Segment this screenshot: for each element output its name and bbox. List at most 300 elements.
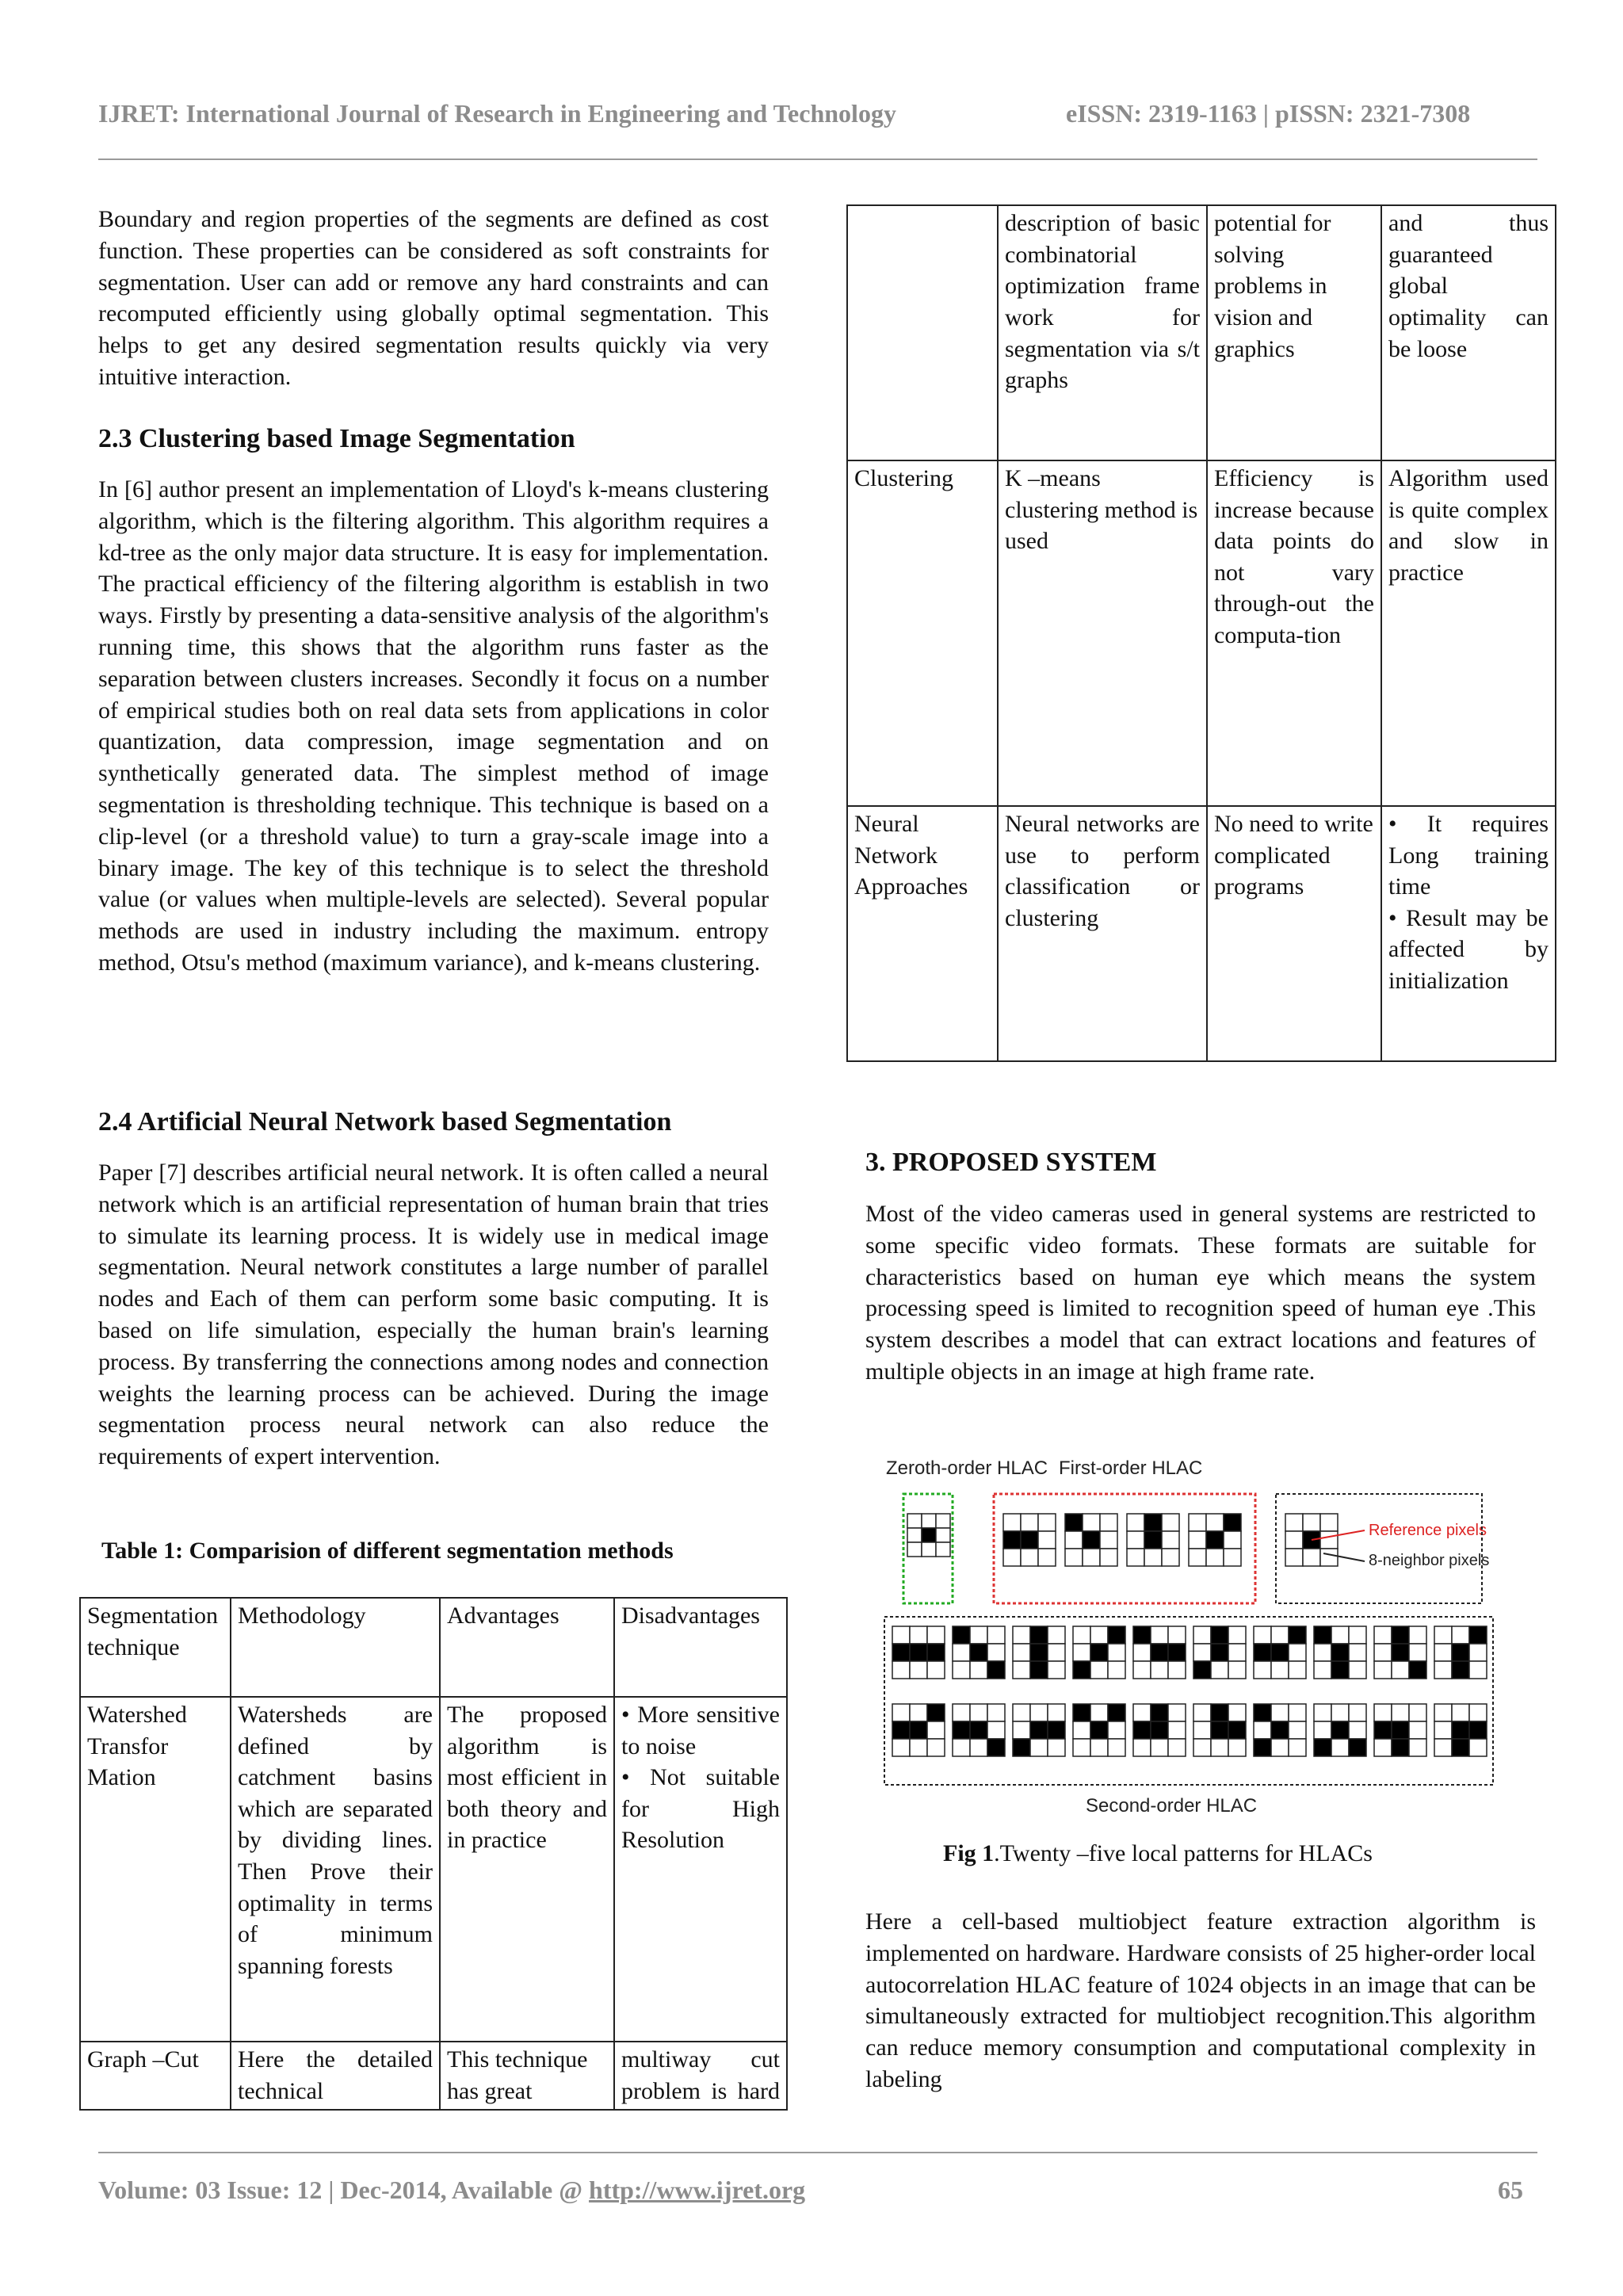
method-text-continued	[1005, 208, 1200, 458]
pattern-cell	[1038, 1549, 1056, 1566]
pattern-cell	[1434, 1721, 1452, 1739]
pattern-cell	[1073, 1739, 1090, 1756]
pattern-cell	[1048, 1721, 1065, 1739]
advantages-cell: No need to write complicated programs	[1207, 806, 1381, 1061]
pattern-cell	[1127, 1514, 1144, 1531]
pattern-cell	[1392, 1626, 1409, 1644]
pattern-cell	[1083, 1514, 1100, 1531]
pattern-cell	[1254, 1661, 1271, 1679]
method-text: Here the detailed technical	[238, 2046, 433, 2104]
pattern-cell	[1168, 1721, 1186, 1739]
pattern-cell	[910, 1739, 927, 1756]
disadvantages-text: and thus guaranteed global optimality can be loose	[1388, 210, 1549, 362]
pattern-cell	[1083, 1531, 1100, 1549]
advantages-cell: Efficiency is increase because data points do not vary through-out the computa-tion	[1207, 460, 1381, 806]
pattern-cell	[1271, 1644, 1289, 1661]
disadvantages-cell	[614, 2042, 787, 2110]
pattern-cell	[1151, 1704, 1168, 1721]
pattern-cell	[1108, 1704, 1125, 1721]
pattern-cell	[1331, 1626, 1349, 1644]
pattern-cell	[1409, 1626, 1426, 1644]
pattern-cell	[1392, 1721, 1409, 1739]
method-cell: Watersheds are defined by catchment basins which are separated by dividing lines. Then Prove their optimality in terms of minimum spanning forests	[231, 1697, 440, 2042]
pattern-cell	[1320, 1549, 1338, 1566]
pattern-cell	[1193, 1721, 1211, 1739]
pattern-cell	[1193, 1626, 1211, 1644]
pattern-cell	[1211, 1661, 1228, 1679]
method-cell: K –means clustering method is used	[998, 460, 1207, 806]
pattern-cell	[1409, 1739, 1426, 1756]
table-caption: Table 1: Comparision of different segmentation methods	[101, 1538, 674, 1564]
pattern-cell	[907, 1528, 922, 1542]
pattern-cell	[1048, 1739, 1065, 1756]
pattern-cell	[1090, 1704, 1108, 1721]
pattern-cell	[1271, 1626, 1289, 1644]
pattern-cell	[1452, 1644, 1469, 1661]
pattern-cell	[1228, 1704, 1246, 1721]
table-row	[80, 2042, 787, 2110]
pattern-cell	[1151, 1661, 1168, 1679]
pattern-cell	[1224, 1514, 1241, 1531]
pattern-cell	[1003, 1514, 1021, 1531]
pattern-cell	[1013, 1661, 1030, 1679]
pattern-cell	[1168, 1704, 1186, 1721]
pattern-cell	[953, 1644, 970, 1661]
pattern-cell	[1452, 1721, 1469, 1739]
pattern-cell	[1090, 1644, 1108, 1661]
pattern-cell	[927, 1626, 945, 1644]
intro-paragraph: Boundary and region properties of the segments are defined as cost function. These properties can be considered as soft constraints for segmentation. User can add or remove any hard constraints and can recomputed efficiently using globally optimal segmentation. This helps to get any desired segmentation results quickly via very intuitive interaction.	[98, 206, 769, 390]
method-cell	[998, 205, 1207, 460]
pattern-cell	[1189, 1549, 1206, 1566]
method-cell	[231, 2042, 440, 2110]
pattern-cell	[1090, 1626, 1108, 1644]
pattern-cell	[1108, 1626, 1125, 1644]
pattern-cell	[953, 1721, 970, 1739]
pattern-cell	[1151, 1644, 1168, 1661]
pattern-cell	[1003, 1549, 1021, 1566]
pattern-cell	[1349, 1661, 1366, 1679]
pattern-cell	[1133, 1626, 1151, 1644]
pattern-cell	[1048, 1644, 1065, 1661]
footer-volume	[98, 2176, 805, 2205]
pattern-cell	[1314, 1721, 1331, 1739]
pattern-cell	[1144, 1514, 1162, 1531]
disadvantages-cell	[614, 1697, 787, 2042]
advantages-text: This technique has great	[447, 2046, 588, 2104]
pattern-cell	[892, 1739, 910, 1756]
comparison-table-part1	[79, 1597, 788, 2111]
pattern-cell	[1228, 1644, 1246, 1661]
figure-number: Fig 1	[943, 1840, 995, 1866]
pattern-cell	[1090, 1661, 1108, 1679]
volume-text: Volume: 03 Issue: 12 | Dec-2014, Available @	[98, 2176, 590, 2204]
pattern-cell	[1289, 1661, 1306, 1679]
neighbor-pixels-label: 8-neighbor pixels	[1369, 1552, 1490, 1569]
pattern-cell	[987, 1644, 1005, 1661]
pattern-cell	[1133, 1721, 1151, 1739]
pattern-cell	[1271, 1721, 1289, 1739]
pattern-cell	[1228, 1626, 1246, 1644]
pattern-cell	[1289, 1739, 1306, 1756]
pattern-cell	[1021, 1531, 1038, 1549]
pattern-cell	[1073, 1704, 1090, 1721]
pattern-cell	[1392, 1644, 1409, 1661]
technique-cell: Clustering	[847, 460, 998, 806]
pattern-cell	[1469, 1626, 1487, 1644]
header-cell: Methodology	[231, 1598, 440, 1697]
pattern-cell	[1434, 1704, 1452, 1721]
pattern-cell	[892, 1704, 910, 1721]
pattern-cell	[1374, 1661, 1392, 1679]
pattern-cell	[1289, 1626, 1306, 1644]
pattern-cell	[1127, 1549, 1144, 1566]
hlac-figure	[880, 1450, 1506, 1823]
pattern-cell	[1289, 1721, 1306, 1739]
pattern-cell	[1314, 1739, 1331, 1756]
pattern-cell	[1048, 1704, 1065, 1721]
header-rule	[98, 159, 1537, 160]
pattern-cell	[970, 1644, 987, 1661]
pattern-cell	[1374, 1739, 1392, 1756]
pattern-cell	[1224, 1549, 1241, 1566]
pattern-cell	[1193, 1644, 1211, 1661]
pattern-cell	[1030, 1661, 1048, 1679]
pattern-cell	[1151, 1626, 1168, 1644]
pattern-cell	[1289, 1704, 1306, 1721]
pattern-cell	[1271, 1704, 1289, 1721]
pattern-cell	[1193, 1661, 1211, 1679]
pattern-cell	[892, 1644, 910, 1661]
hlac-patterns-svg	[880, 1450, 1506, 1823]
footer-rule	[98, 2152, 1537, 2153]
pattern-cell	[1021, 1514, 1038, 1531]
disadvantages-cell	[1381, 806, 1556, 1061]
pattern-cell	[1030, 1704, 1048, 1721]
pattern-cell	[1073, 1644, 1090, 1661]
pattern-cell	[1090, 1739, 1108, 1756]
disadvantages-cell: Algorithm used is quite complex and slow in practice	[1381, 460, 1556, 806]
disadvantage-item: Result may be affected by initialization	[1388, 904, 1549, 994]
figure-caption-text: .Twenty –five local patterns for HLACs	[994, 1840, 1373, 1866]
pattern-cell	[1048, 1661, 1065, 1679]
journal-link[interactable]: http://www.ijret.org	[589, 2176, 806, 2204]
pattern-cell	[1073, 1626, 1090, 1644]
method-cell: Neural networks are use to perform classification or clustering	[998, 806, 1207, 1061]
advantages-cell	[440, 2042, 614, 2110]
pattern-cell	[1073, 1661, 1090, 1679]
pattern-cell	[1168, 1661, 1186, 1679]
pattern-cell	[1162, 1514, 1179, 1531]
pattern-cell	[1469, 1721, 1487, 1739]
pattern-cell	[1206, 1549, 1224, 1566]
pattern-cell	[1469, 1704, 1487, 1721]
pattern-cell	[1013, 1644, 1030, 1661]
pattern-cell	[970, 1721, 987, 1739]
pattern-cell	[1285, 1514, 1303, 1531]
first-order-label: First-order HLAC	[1059, 1457, 1203, 1479]
pattern-cell	[1452, 1739, 1469, 1756]
pattern-cell	[1013, 1739, 1030, 1756]
pattern-cell	[1211, 1626, 1228, 1644]
pattern-cell	[970, 1661, 987, 1679]
table-row	[847, 806, 1556, 1061]
pattern-cell	[1469, 1661, 1487, 1679]
pattern-cell	[987, 1704, 1005, 1721]
pattern-cell	[987, 1739, 1005, 1756]
pattern-cell	[953, 1661, 970, 1679]
pattern-cell	[1168, 1644, 1186, 1661]
pattern-cell	[1211, 1739, 1228, 1756]
reference-pixels-label: Reference pixels	[1369, 1522, 1487, 1539]
pattern-cell	[1349, 1739, 1366, 1756]
pattern-cell	[1314, 1661, 1331, 1679]
pattern-cell	[1392, 1739, 1409, 1756]
pattern-cell	[1133, 1739, 1151, 1756]
pattern-cell	[1013, 1626, 1030, 1644]
disadvantage-item: Not suitable for High Resolution	[621, 1764, 780, 1854]
pattern-cell	[1100, 1514, 1117, 1531]
section-2-3-title: 2.3 Clustering based Image Segmentation	[98, 424, 575, 453]
second-order-label: Second-order HLAC	[1086, 1795, 1258, 1817]
pattern-cell	[1211, 1721, 1228, 1739]
pattern-cell	[1320, 1531, 1338, 1549]
pattern-cell	[1030, 1739, 1048, 1756]
pattern-cell	[892, 1626, 910, 1644]
pattern-cell	[1285, 1531, 1303, 1549]
pattern-cell	[910, 1704, 927, 1721]
pattern-cell	[1144, 1549, 1162, 1566]
pattern-cell	[1193, 1704, 1211, 1721]
pattern-cell	[1193, 1739, 1211, 1756]
pattern-cell	[1254, 1739, 1271, 1756]
pattern-cell	[1030, 1644, 1048, 1661]
header-cell: Advantages	[440, 1598, 614, 1697]
pattern-cell	[1021, 1549, 1038, 1566]
pattern-cell	[1100, 1549, 1117, 1566]
pattern-cell	[987, 1626, 1005, 1644]
pattern-cell	[1108, 1644, 1125, 1661]
pattern-cell	[1409, 1721, 1426, 1739]
pattern-cell	[1254, 1704, 1271, 1721]
pattern-cell	[1013, 1721, 1030, 1739]
pattern-cell	[1038, 1531, 1056, 1549]
pattern-cell	[1133, 1644, 1151, 1661]
pattern-cell	[927, 1721, 945, 1739]
pattern-cell	[1434, 1644, 1452, 1661]
section-2-3-text: In [6] author present an implementation of Lloyd's k-means clustering algorithm, which is the filtering algorithm. This algorithm requires a kd-tree as the only major data structure. It is easy for implementation. The practical efficiency of the filtering algorithm is establish in two ways. Firstly by presenting a data-sensitive analysis of the algorithm's running time, this shows that the algorithm runs faster as the separation between clusters increases. Secondly it focus on a number of empirical studies both on real data sets from applications in color quantization, data compression, image segmentation and on synthetically generated data. The simplest method of image segmentation is thresholding technique. This technique is based on a clip-level (or a threshold value) to turn a gray-scale image into a binary image. The key of this technique is to select the threshold value (or values when multiple-levels are selected). Several popular methods are used in industry including the maximum. entropy method, Otsu's method (maximum variance), and k-means clustering.	[98, 476, 769, 976]
pattern-cell	[1003, 1531, 1021, 1549]
pattern-cell	[1090, 1721, 1108, 1739]
section-3-text-2: Here a cell-based multiobject feature extraction algorithm is implemented on hardware. Hardware consists of 25 higher-order local autocorrelation HLAC feature of 1024 objects in an image that can be simultaneously extracted for multiobject recognition.This algorithm can reduce memory consumption and computational complexity in labeling	[865, 1908, 1536, 2092]
pattern-cell	[1331, 1704, 1349, 1721]
pattern-cell	[1228, 1739, 1246, 1756]
pattern-cell	[1228, 1661, 1246, 1679]
technique-cell: Neural Network Approaches	[847, 806, 998, 1061]
pattern-cell	[1392, 1704, 1409, 1721]
section-3-text: Most of the video cameras used in general systems are restricted to some specific video formats. These formats are suitable for characteristics based on human eye which means the system processing speed is limited to recognition speed of human eye .This system describes a model that can extract locations and features of multiple objects in an image at high frame rate.	[865, 1201, 1536, 1385]
pattern-cell	[1065, 1531, 1083, 1549]
header-cell: Disadvantages	[614, 1598, 787, 1697]
disadvantage-item: It requires Long training time	[1388, 811, 1549, 900]
pattern-cell	[1206, 1531, 1224, 1549]
pattern-cell	[1073, 1721, 1090, 1739]
advantages-text: potential for solving problems in vision and graphics	[1214, 210, 1331, 362]
pattern-cell	[1303, 1549, 1320, 1566]
pattern-cell	[1271, 1739, 1289, 1756]
section-3-title: 3. PROPOSED SYSTEM	[865, 1148, 1157, 1177]
pattern-cell	[1108, 1661, 1125, 1679]
pattern-cell	[1168, 1739, 1186, 1756]
pattern-cell	[910, 1661, 927, 1679]
pattern-cell	[1048, 1626, 1065, 1644]
pattern-cell	[987, 1721, 1005, 1739]
pattern-cell	[1469, 1739, 1487, 1756]
table-header-row	[80, 1598, 787, 1697]
pattern-cell	[1452, 1661, 1469, 1679]
pattern-cell	[953, 1739, 970, 1756]
pattern-cell	[927, 1704, 945, 1721]
pattern-cell	[910, 1644, 927, 1661]
zeroth-order-label: Zeroth-order HLAC	[886, 1457, 1048, 1479]
figure-caption	[943, 1840, 1373, 1867]
disadvantage-item: More sensitive to noise	[621, 1702, 780, 1759]
pattern-cell	[892, 1721, 910, 1739]
section-2-4-title: 2.4 Artificial Neural Network based Segmentation	[98, 1107, 672, 1137]
pattern-cell	[1144, 1531, 1162, 1549]
pattern-cell	[1374, 1644, 1392, 1661]
bullet: •	[1388, 904, 1407, 931]
pattern-cell	[922, 1514, 936, 1528]
pattern-cell	[987, 1661, 1005, 1679]
pattern-cell	[1065, 1514, 1083, 1531]
pattern-cell	[907, 1542, 922, 1557]
pattern-cell	[1228, 1721, 1246, 1739]
pattern-cell	[1409, 1661, 1426, 1679]
header-cell: Segmentation technique	[80, 1598, 231, 1697]
technique-cell: Watershed Transfor Mation	[80, 1697, 231, 2042]
pattern-cell	[936, 1528, 950, 1542]
pattern-cell	[1271, 1661, 1289, 1679]
pattern-cell	[1374, 1721, 1392, 1739]
pattern-cell	[1168, 1626, 1186, 1644]
bullet: •	[621, 1702, 638, 1728]
pattern-cell	[1314, 1626, 1331, 1644]
advantages-cell: The proposed algorithm is most efficient in both theory and in practice	[440, 1697, 614, 2042]
journal-title: IJRET: International Journal of Research in Engineering and Technology	[98, 99, 896, 128]
pattern-cell	[1254, 1626, 1271, 1644]
pattern-cell	[927, 1739, 945, 1756]
pattern-cell	[970, 1739, 987, 1756]
pattern-cell	[1331, 1661, 1349, 1679]
pattern-cell	[1331, 1721, 1349, 1739]
comparison-table-part2	[846, 204, 1556, 1062]
pattern-cell	[1206, 1514, 1224, 1531]
pattern-cell	[1254, 1721, 1271, 1739]
pattern-cell	[1469, 1644, 1487, 1661]
pattern-cell	[936, 1514, 950, 1528]
bullet: •	[1388, 811, 1427, 837]
pattern-cell	[1349, 1644, 1366, 1661]
pattern-cell	[1452, 1626, 1469, 1644]
pattern-cell	[1320, 1514, 1338, 1531]
pattern-cell	[1314, 1644, 1331, 1661]
pattern-cell	[1100, 1531, 1117, 1549]
pattern-cell	[1392, 1661, 1409, 1679]
pattern-cell	[1133, 1704, 1151, 1721]
pattern-cell	[1162, 1549, 1179, 1566]
pattern-cell	[936, 1542, 950, 1557]
pattern-cell	[1211, 1704, 1228, 1721]
pattern-cell	[1452, 1704, 1469, 1721]
technique-cell: Graph –Cut	[80, 2042, 231, 2110]
pattern-cell	[1083, 1549, 1100, 1566]
pattern-cell	[1303, 1514, 1320, 1531]
table-row	[847, 460, 1556, 806]
pattern-cell	[1065, 1549, 1083, 1566]
pattern-cell	[1349, 1721, 1366, 1739]
pattern-cell	[1434, 1739, 1452, 1756]
pattern-cell	[970, 1704, 987, 1721]
pattern-cell	[1409, 1644, 1426, 1661]
pattern-cell	[1254, 1644, 1271, 1661]
pattern-cell	[1211, 1644, 1228, 1661]
pattern-cell	[1374, 1626, 1392, 1644]
pattern-cell	[1224, 1531, 1241, 1549]
pattern-cell	[1314, 1704, 1331, 1721]
pattern-cell	[1434, 1626, 1452, 1644]
pattern-cell	[1434, 1661, 1452, 1679]
pattern-cell	[1038, 1514, 1056, 1531]
pattern-cell	[1374, 1704, 1392, 1721]
table-row	[847, 205, 1556, 460]
pattern-cell	[970, 1626, 987, 1644]
pattern-cell	[1189, 1531, 1206, 1549]
pattern-cell	[1349, 1626, 1366, 1644]
disadvantages-text: multiway cut problem is hard	[621, 2046, 780, 2104]
pattern-cell	[1331, 1644, 1349, 1661]
pattern-cell	[1349, 1704, 1366, 1721]
pattern-cell	[953, 1704, 970, 1721]
pattern-cell	[1151, 1739, 1168, 1756]
pattern-cell	[907, 1514, 922, 1528]
pattern-cell	[922, 1542, 936, 1557]
pattern-cell	[910, 1626, 927, 1644]
bullet: •	[621, 1764, 651, 1791]
pattern-cell	[1108, 1721, 1125, 1739]
pattern-cell	[1030, 1721, 1048, 1739]
method-text: description of basic combinatorial optimization frame work for segmentation via s/t graphs	[1005, 210, 1200, 394]
disadvantages-cell	[1381, 205, 1556, 460]
pattern-cell	[927, 1644, 945, 1661]
pattern-cell	[1133, 1661, 1151, 1679]
page-number: 65	[1498, 2176, 1523, 2204]
pattern-cell	[1409, 1704, 1426, 1721]
pattern-cell	[1127, 1531, 1144, 1549]
pattern-cell	[1151, 1721, 1168, 1739]
pattern-cell	[910, 1721, 927, 1739]
pattern-cell	[892, 1661, 910, 1679]
section-2-4-text: Paper [7] describes artificial neural network. It is often called a neural network which is an artificial representation of human brain that tries to simulate its learning process. It is widely use in medical image segmentation. Neural network constitutes a large number of parallel nodes and Each of them can perform some basic computing. It is based on life simulation, especially the human brain's learning process. By transferring the connections among nodes and connection weights the learning process can be achieved. During the image segmentation process neural network can also reduce the requirements of expert intervention.	[98, 1159, 769, 1470]
pattern-cell	[1013, 1704, 1030, 1721]
advantages-cell	[1207, 205, 1381, 460]
table-row	[80, 1697, 787, 2042]
pattern-cell	[1030, 1626, 1048, 1644]
pattern-cell	[1162, 1531, 1179, 1549]
pattern-cell	[1331, 1739, 1349, 1756]
technique-cell	[847, 205, 998, 460]
pattern-cell	[1108, 1739, 1125, 1756]
